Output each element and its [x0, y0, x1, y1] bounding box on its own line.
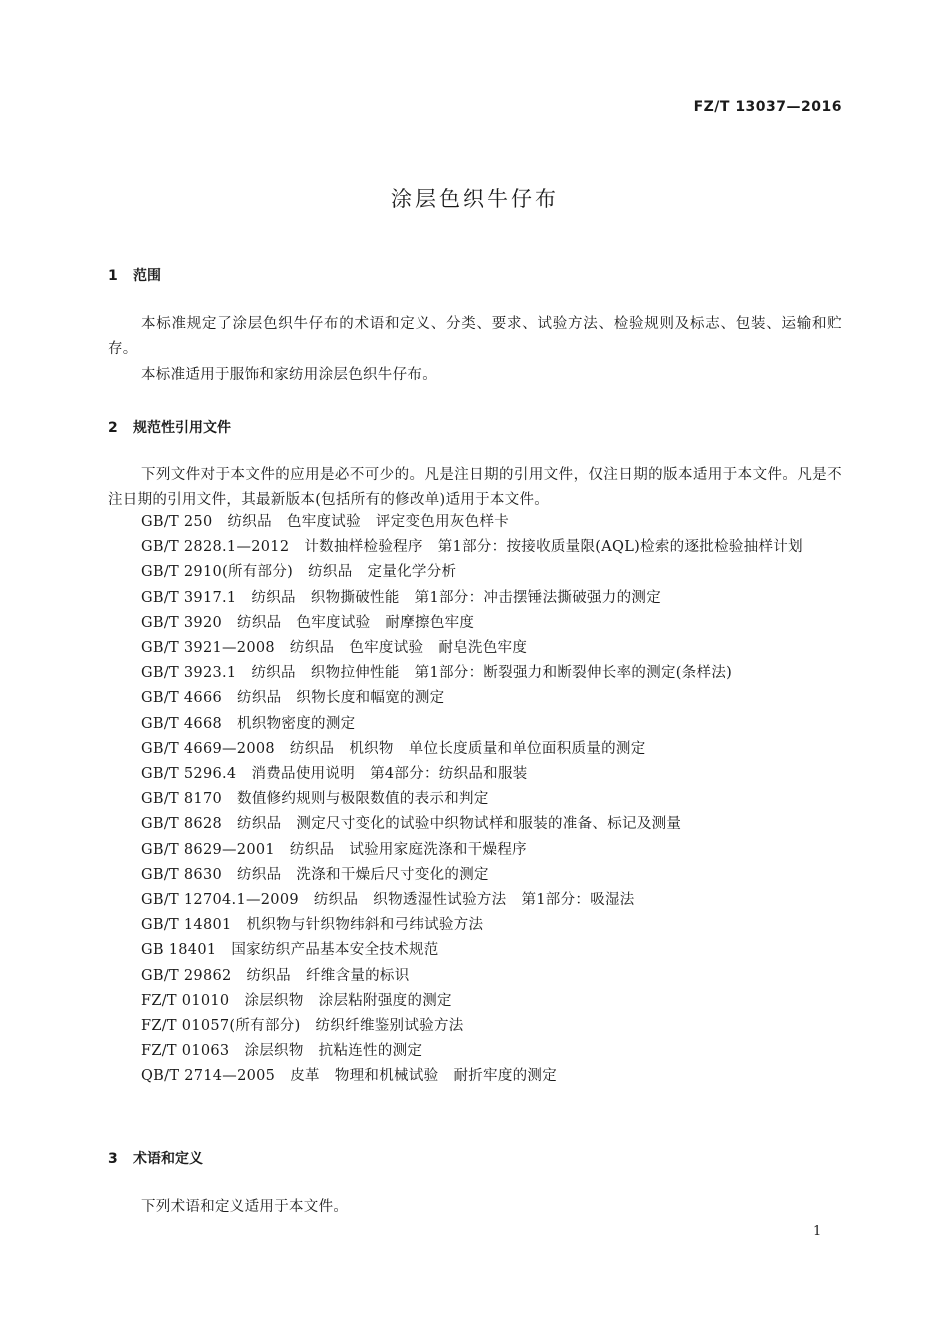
reference-code: GB/T 14801 [141, 917, 232, 934]
reference-code: GB/T 3923.1 [141, 665, 237, 682]
reference-code: GB/T 2828.1—2012 [141, 539, 290, 556]
section-heading-scope [108, 265, 161, 285]
reference-title: 纺织品 [246, 967, 291, 984]
reference-title: 第1部分：按接收质量限(AQL)检索的逐批检验抽样计划 [437, 539, 803, 556]
reference-item [141, 914, 483, 936]
reference-title: 织物拉伸性能 [310, 665, 400, 682]
section-heading-normative-references [108, 417, 231, 437]
reference-title: 纺织品 [289, 740, 335, 757]
reference-code: GB/T 2910(所有部分) [141, 564, 294, 581]
standard-code: FZ/T 13037—2016 [693, 99, 842, 115]
reference-title: 洗涤和干燥后尺寸变化的测定 [296, 866, 489, 883]
reference-item [141, 536, 803, 558]
reference-title: 涂层织物 [244, 992, 304, 1009]
reference-item [141, 662, 732, 684]
reference-code: GB 18401 [141, 942, 217, 959]
reference-title: 试验用家庭洗涤和干燥程序 [349, 841, 527, 858]
reference-title: 计数抽样检验程序 [304, 539, 423, 556]
reference-title: 织物长度和幅宽的测定 [296, 690, 445, 707]
reference-item [141, 612, 474, 634]
reference-code: GB/T 3917.1 [141, 589, 237, 606]
reference-code: GB/T 4669—2008 [141, 740, 275, 757]
reference-code: GB/T 12704.1—2009 [141, 892, 299, 908]
reference-title: 纺织品 [251, 665, 296, 682]
reference-item [141, 561, 456, 583]
reference-code: QB/T 2714—2005 [141, 1068, 276, 1085]
reference-title: 第4部分：纺织品和服装 [370, 766, 528, 782]
reference-title: 耐折牢度的测定 [453, 1068, 558, 1085]
reference-code: GB/T 29862 [141, 967, 232, 984]
reference-code: GB/T 8170 [141, 791, 223, 808]
reference-code: GB/T 4666 [141, 690, 223, 707]
reference-code: GB/T 8630 [141, 866, 223, 883]
reference-title: 织物撕破性能 [310, 589, 400, 606]
reference-item [141, 738, 646, 760]
reference-title: 色牢度试验 [286, 514, 361, 530]
reference-title: 定量化学分析 [367, 564, 457, 581]
reference-title: 耐皂洗色牢度 [438, 640, 528, 656]
reference-code: GB/T 8629—2001 [141, 841, 275, 858]
reference-item [141, 939, 439, 961]
reference-item [141, 788, 489, 810]
reference-item [141, 1040, 422, 1062]
page-number: 1 [813, 1224, 822, 1239]
reference-title: 纺织品 [289, 841, 335, 858]
section-title: 术语和定义 [133, 1151, 203, 1167]
reference-code: GB/T 250 [141, 514, 213, 530]
reference-title: 涂层织物 [244, 1043, 304, 1060]
reference-title: 机织物密度的测定 [237, 715, 356, 732]
reference-item [141, 1065, 557, 1087]
reference-title: 数值修约规则与极限数值的表示和判定 [237, 791, 489, 808]
reference-title: 纺织品 [237, 690, 282, 707]
reference-title: 抗粘连性的测定 [318, 1043, 423, 1060]
reference-code: FZ/T 01010 [141, 992, 230, 1009]
reference-title: 第1部分：断裂强力和断裂伸长率的测定(条样法) [414, 665, 733, 682]
section-number: 3 [108, 1151, 118, 1167]
reference-item [141, 511, 509, 533]
reference-item [141, 713, 355, 735]
reference-item [141, 839, 527, 861]
reference-title: 机织物 [349, 740, 394, 757]
reference-code: GB/T 3920 [141, 614, 223, 631]
scope-paragraph-2: 本标准适用于服饰和家纺用涂层色织牛仔布。 [141, 367, 437, 383]
reference-code: GB/T 5296.4 [141, 766, 237, 782]
reference-title: 国家纺织产品基本安全技术规范 [231, 942, 439, 959]
reference-title: 物理和机械试验 [334, 1068, 439, 1085]
reference-code: FZ/T 01063 [141, 1043, 230, 1060]
reference-item [141, 587, 661, 609]
reference-title: 评定变色用灰色样卡 [375, 514, 510, 530]
reference-code: GB/T 4668 [141, 715, 223, 732]
reference-title: 织物透湿性试验方法 [373, 892, 507, 908]
reference-title: 纺织品 [313, 892, 359, 908]
reference-title: 纺织品 [251, 589, 296, 606]
reference-item [141, 889, 635, 911]
reference-title: 色牢度试验 [349, 640, 424, 656]
reference-title: 涂层粘附强度的测定 [318, 992, 452, 1009]
reference-item [141, 687, 444, 709]
reference-item [141, 763, 528, 785]
section-number: 1 [108, 268, 118, 284]
reference-title: 纺织品 [289, 640, 335, 656]
section-heading-terms [108, 1148, 203, 1168]
document-title: 涂层色织牛仔布 [391, 187, 559, 211]
reference-title: 纺织纤维鉴别试验方法 [315, 1018, 464, 1034]
reference-title: 测定尺寸变化的试验中织物试样和服装的准备、标记及测量 [296, 816, 682, 833]
reference-code: GB/T 8628 [141, 816, 223, 833]
section-title: 范围 [133, 268, 161, 284]
scope-paragraph-1: 本标准规定了涂层色织牛仔布的术语和定义、分类、要求、试验方法、检验规则及标志、包装、运输和贮存。 [108, 316, 842, 358]
reference-title: 纤维含量的标识 [305, 967, 410, 984]
terms-intro: 下列术语和定义适用于本文件。 [141, 1199, 349, 1215]
reference-title: 纺织品 [237, 816, 282, 833]
reference-title: 耐摩擦色牢度 [385, 614, 475, 631]
reference-item [141, 990, 452, 1012]
reference-title: 纺织品 [237, 614, 282, 631]
reference-title: 第1部分：吸湿法 [521, 892, 635, 908]
reference-item [141, 637, 527, 659]
reference-title: 消费品使用说明 [251, 766, 356, 782]
reference-item [141, 1015, 464, 1037]
section-title: 规范性引用文件 [133, 420, 231, 436]
reference-code: FZ/T 01057(所有部分) [141, 1018, 301, 1034]
reference-code: GB/T 3921—2008 [141, 640, 275, 656]
reference-item [141, 864, 489, 886]
normative-intro: 下列文件对于本文件的应用是必不可少的。凡是注日期的引用文件，仅注日期的版本适用于本文件。凡是不注日期的引用文件，其最新版本(包括所有的修改单)适用于本文件。 [108, 467, 842, 509]
reference-title: 纺织品 [308, 564, 353, 581]
reference-title: 皮革 [290, 1068, 320, 1085]
reference-title: 纺织品 [227, 514, 272, 530]
reference-item [141, 813, 681, 835]
section-number: 2 [108, 420, 118, 436]
reference-title: 机织物与针织物纬斜和弓纬试验方法 [246, 917, 484, 934]
reference-title: 第1部分：冲击摆锤法撕破强力的测定 [414, 589, 661, 606]
reference-item [141, 965, 410, 987]
reference-title: 纺织品 [237, 866, 282, 883]
reference-title: 色牢度试验 [296, 614, 371, 631]
reference-title: 单位长度质量和单位面积质量的测定 [408, 740, 646, 757]
